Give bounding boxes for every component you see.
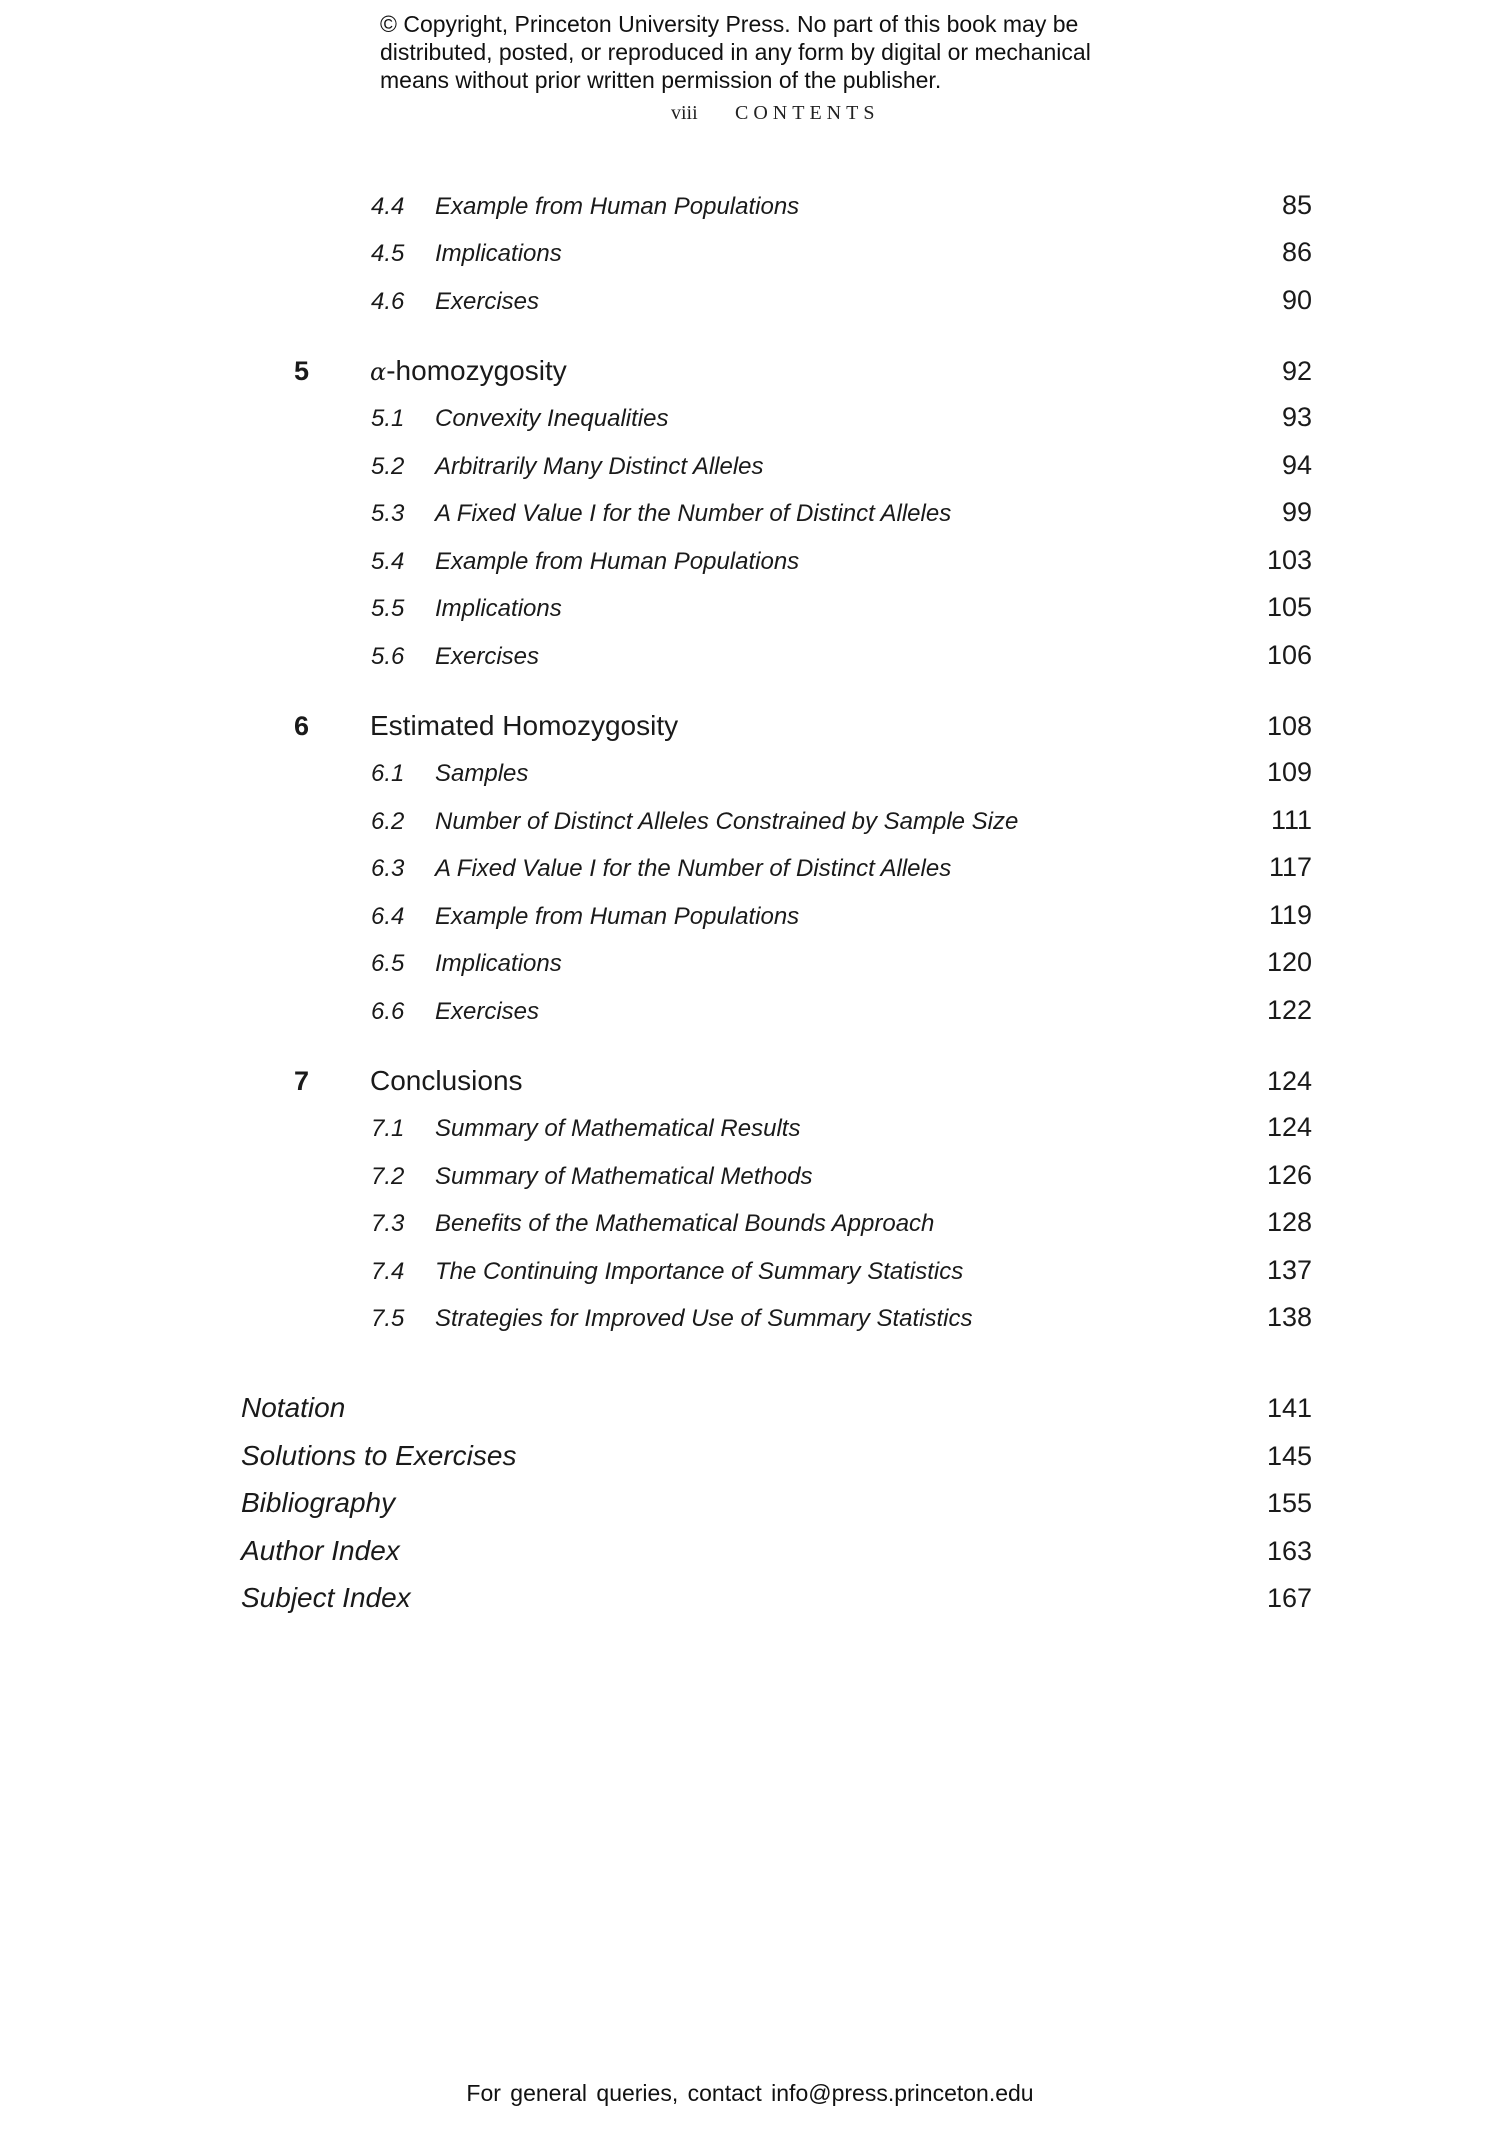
toc-backmatter-entry[interactable] xyxy=(0,1477,1500,1517)
section-number: 4.6 xyxy=(371,288,405,315)
section-title: Exercises xyxy=(435,643,540,670)
section-number: 7.2 xyxy=(371,1163,405,1190)
toc-section-entry[interactable] xyxy=(0,1196,1500,1236)
page-number: 120 xyxy=(1266,947,1312,977)
page-number: 137 xyxy=(1266,1255,1312,1285)
toc-section-entry[interactable] xyxy=(0,841,1500,881)
backmatter-title: Subject Index xyxy=(241,1582,411,1613)
section-title: Example from Human Populations xyxy=(435,548,800,575)
section-title: Implications xyxy=(435,240,562,267)
section-number: 7.1 xyxy=(371,1115,405,1142)
toc-section-entry[interactable] xyxy=(0,1101,1500,1141)
toc-chapter-entry[interactable] xyxy=(0,345,1500,385)
page-number: 124 xyxy=(1266,1112,1312,1142)
toc-section-entry[interactable] xyxy=(0,629,1500,669)
toc-section-entry[interactable] xyxy=(0,391,1500,431)
toc-backmatter-entry[interactable] xyxy=(0,1572,1500,1612)
section-number: 6.5 xyxy=(371,950,405,977)
page-number: 86 xyxy=(1281,237,1312,267)
page-number: 108 xyxy=(1266,711,1312,741)
page-number: 93 xyxy=(1281,402,1312,432)
toc-section-entry[interactable] xyxy=(0,936,1500,976)
chapter-title: Estimated Homozygosity xyxy=(370,710,679,741)
section-number: 7.3 xyxy=(371,1210,405,1237)
section-title: Benefits of the Mathematical Bounds Approach xyxy=(435,1210,935,1237)
section-title: Implications xyxy=(435,595,562,622)
page-number: 109 xyxy=(1266,757,1312,787)
page-number: 126 xyxy=(1266,1160,1312,1190)
toc-section-entry[interactable] xyxy=(0,179,1500,219)
page-number: 145 xyxy=(1266,1441,1312,1471)
toc-section-entry[interactable] xyxy=(0,226,1500,266)
page-number: 124 xyxy=(1266,1066,1312,1096)
section-number: 6.2 xyxy=(371,808,405,835)
section-number: 6.4 xyxy=(371,903,405,930)
toc-section-entry[interactable] xyxy=(0,274,1500,314)
page-number: 90 xyxy=(1281,285,1312,315)
toc-section-entry[interactable] xyxy=(0,889,1500,929)
section-title: Exercises xyxy=(435,998,540,1025)
section-title: Summary of Mathematical Results xyxy=(435,1115,801,1142)
backmatter-title: Bibliography xyxy=(241,1487,396,1518)
section-title: Implications xyxy=(435,950,562,977)
page-number: 155 xyxy=(1266,1488,1312,1518)
footer-contact: For general queries, contact info@press.princeton.edu xyxy=(466,2080,1034,2106)
section-number: 7.5 xyxy=(371,1305,405,1332)
section-number: 5.3 xyxy=(371,500,405,527)
toc-section-entry[interactable] xyxy=(0,1244,1500,1284)
section-title: Summary of Mathematical Methods xyxy=(435,1163,813,1190)
page-number: 167 xyxy=(1266,1583,1312,1613)
section-title: The Continuing Importance of Summary Statistics xyxy=(435,1258,964,1285)
section-number: 6.3 xyxy=(371,855,405,882)
page-number: 128 xyxy=(1266,1207,1312,1237)
toc-section-entry[interactable] xyxy=(0,794,1500,834)
running-head-title: CONTENTS xyxy=(735,102,880,124)
chapter-number: 7 xyxy=(294,1066,310,1096)
toc-section-entry[interactable] xyxy=(0,581,1500,621)
copyright-line: means without prior written permission of the publisher. xyxy=(380,67,942,93)
section-title: Example from Human Populations xyxy=(435,193,800,220)
section-number: 5.2 xyxy=(371,453,405,480)
page-number: 105 xyxy=(1266,592,1312,622)
page-number: 92 xyxy=(1281,356,1312,386)
chapter-title: α-homozygosity xyxy=(370,355,567,386)
section-title: Strategies for Improved Use of Summary Statistics xyxy=(435,1305,973,1332)
section-number: 5.4 xyxy=(371,548,405,575)
chapter-title: Conclusions xyxy=(370,1065,523,1096)
section-title: Convexity Inequalities xyxy=(435,405,669,432)
section-number: 6.1 xyxy=(371,760,405,787)
page-number: 119 xyxy=(1268,900,1312,930)
page-number: 141 xyxy=(1266,1393,1312,1423)
page-number: 103 xyxy=(1266,545,1312,575)
section-title: Number of Distinct Alleles Constrained by Sample Size xyxy=(435,808,1019,835)
page-number: 111 xyxy=(1270,805,1312,835)
section-number: 4.5 xyxy=(371,240,405,267)
toc-backmatter-entry[interactable] xyxy=(0,1525,1500,1565)
section-title: Arbitrarily Many Distinct Alleles xyxy=(435,453,764,480)
toc-backmatter-entry[interactable] xyxy=(0,1430,1500,1470)
page-number: 138 xyxy=(1266,1302,1312,1332)
page-number: 85 xyxy=(1281,190,1312,220)
toc-section-entry[interactable] xyxy=(0,746,1500,786)
toc-chapter-entry[interactable] xyxy=(0,1055,1500,1095)
section-number: 5.6 xyxy=(371,643,405,670)
toc-section-entry[interactable] xyxy=(0,534,1500,574)
page-number: 99 xyxy=(1281,497,1312,527)
copyright-notice xyxy=(380,10,1140,94)
section-title: A Fixed Value I for the Number of Distinct Alleles xyxy=(435,855,952,882)
page-number: 106 xyxy=(1266,640,1312,670)
toc-section-entry[interactable] xyxy=(0,1149,1500,1189)
section-number: 4.4 xyxy=(371,193,405,220)
toc-section-entry[interactable] xyxy=(0,439,1500,479)
toc-section-entry[interactable] xyxy=(0,1291,1500,1331)
section-number: 5.5 xyxy=(371,595,405,622)
toc-chapter-entry[interactable] xyxy=(0,700,1500,740)
section-number: 6.6 xyxy=(371,998,405,1025)
page-folio: viii xyxy=(671,102,698,124)
copyright-line: © Copyright, Princeton University Press. No part of this book may be xyxy=(380,11,1079,37)
chapter-number: 6 xyxy=(294,711,310,741)
toc-backmatter-entry[interactable] xyxy=(0,1382,1500,1422)
section-title: A Fixed Value I for the Number of Distinct Alleles xyxy=(435,500,952,527)
chapter-number: 5 xyxy=(294,356,310,386)
page-number: 122 xyxy=(1266,995,1312,1025)
page-number: 94 xyxy=(1281,450,1312,480)
section-title: Example from Human Populations xyxy=(435,903,800,930)
toc-section-entry[interactable] xyxy=(0,984,1500,1024)
page-number: 163 xyxy=(1266,1536,1312,1566)
backmatter-title: Solutions to Exercises xyxy=(241,1440,517,1471)
backmatter-title: Author Index xyxy=(241,1535,400,1566)
alpha-symbol: α xyxy=(370,358,387,386)
section-number: 7.4 xyxy=(371,1258,405,1285)
section-title: Exercises xyxy=(435,288,540,315)
page-number: 117 xyxy=(1268,852,1312,882)
toc-section-entry[interactable] xyxy=(0,486,1500,526)
section-number: 5.1 xyxy=(371,405,405,432)
section-title: Samples xyxy=(435,760,529,787)
backmatter-title: Notation xyxy=(241,1392,346,1423)
copyright-line: distributed, posted, or reproduced in any form by digital or mechanical xyxy=(380,39,1091,65)
